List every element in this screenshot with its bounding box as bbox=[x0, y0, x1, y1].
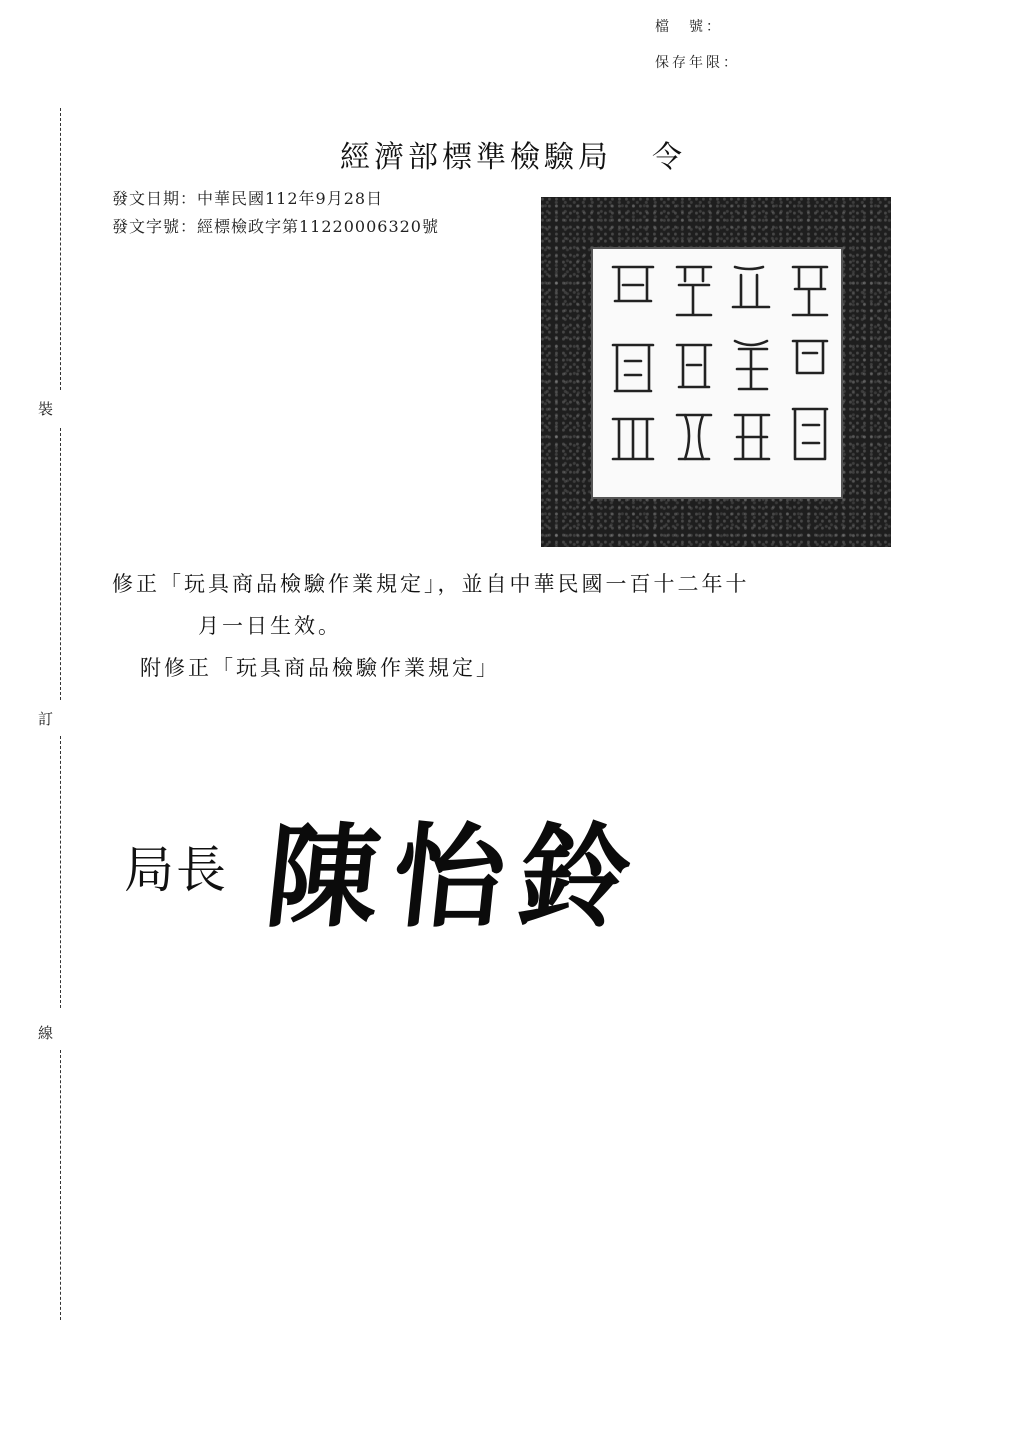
binding-line-segment bbox=[60, 1050, 61, 1320]
document-type: 令 bbox=[652, 140, 682, 175]
issue-date: 發文日期：中華民國112年9月28日 bbox=[112, 189, 384, 208]
binding-line-segment bbox=[60, 108, 61, 390]
body-line-1: 修正「玩具商品檢驗作業規定」，並自中華民國一百十二年十 bbox=[112, 572, 750, 596]
binding-line-segment bbox=[60, 428, 61, 700]
attachment-note: 附修正「玩具商品檢驗作業規定」 bbox=[140, 656, 500, 680]
signer-title: 局長 bbox=[124, 841, 228, 899]
binding-label-bind: 裝 bbox=[38, 400, 54, 418]
binding-label-line: 線 bbox=[38, 1024, 54, 1042]
seal-inner-panel bbox=[591, 247, 843, 499]
official-seal bbox=[541, 197, 891, 547]
issue-number: 發文字號：經標檢政字第11220006320號 bbox=[112, 217, 439, 236]
seal-script-icon bbox=[593, 249, 841, 497]
file-number-label: 檔 號： bbox=[655, 19, 723, 35]
binding-label-staple: 訂 bbox=[38, 710, 54, 728]
body-line-2: 月一日生效。 bbox=[198, 614, 342, 638]
retention-period-label: 保存年限： bbox=[655, 55, 740, 71]
document-title: 經濟部標準檢驗局 bbox=[340, 140, 612, 175]
binding-line-segment bbox=[60, 736, 61, 1008]
handwritten-signature: 陳怡鈴 bbox=[260, 812, 652, 943]
